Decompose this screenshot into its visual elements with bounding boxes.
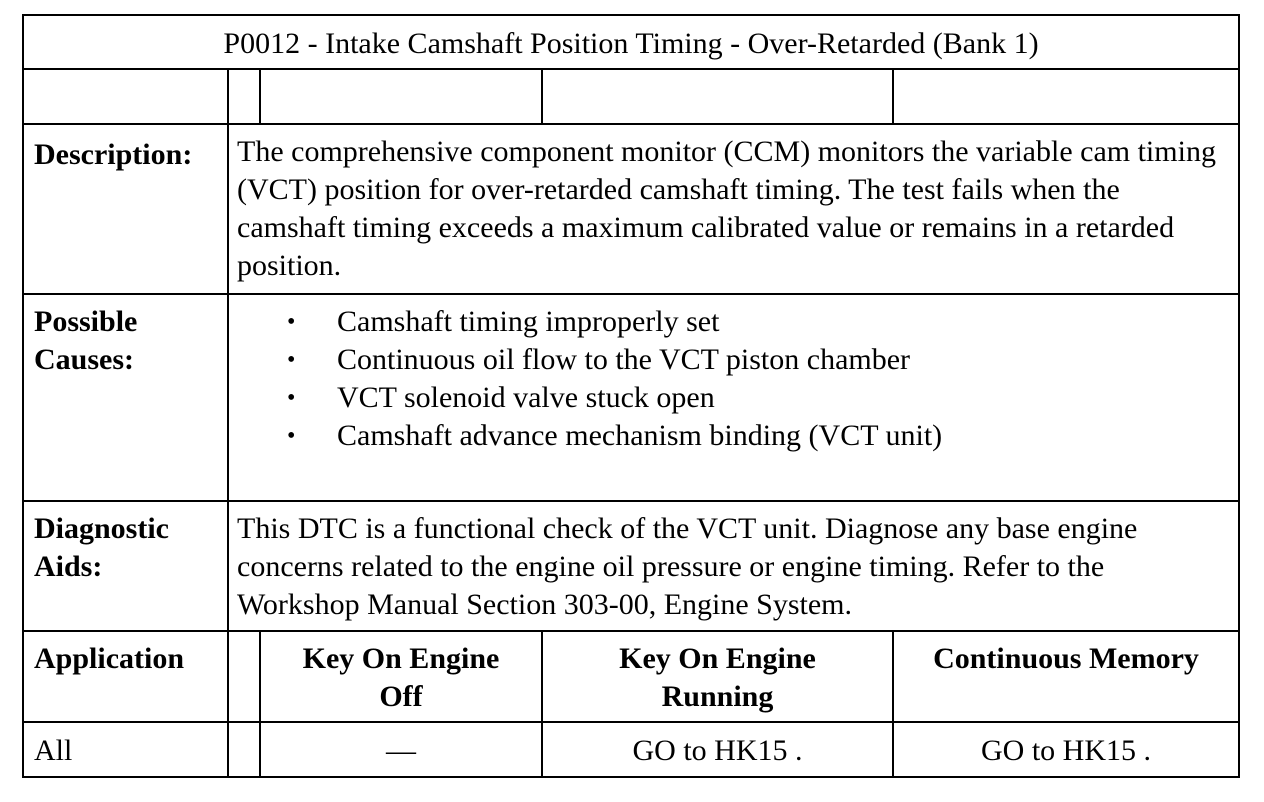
list-item: • Camshaft advance mechanism binding (VCT unit)	[337, 417, 1238, 455]
application-header: Application	[34, 642, 185, 675]
continuous-memory-header: Continuous Memory	[933, 642, 1199, 675]
column-divider	[541, 68, 543, 125]
description-text: The comprehensive component monitor (CCM) monitors the variable cam timing (VCT) position for over-retarded camshaft timing. The test fails when the camshaft timing exceeds a maximum calibrated value or remains in a retarded position.	[237, 135, 1216, 282]
diagnostic-aids-text: This DTC is a functional check of the VCT unit. Diagnose any base engine concerns related to the engine oil pressure or engine timing. Refer to the Workshop Manual Section 303-00, Engine System.	[237, 512, 1138, 621]
possible-causes-label-line2: Causes:	[34, 343, 135, 376]
description-label: Description:	[34, 138, 193, 171]
possible-causes-list-container	[229, 303, 1238, 455]
list-item: • Continuous oil flow to the VCT piston chamber	[337, 341, 1238, 379]
row-divider	[24, 123, 1238, 125]
koeo-value: —	[386, 734, 416, 767]
page-title: P0012 - Intake Camshaft Position Timing - Over-Retarded (Bank 1)	[223, 27, 1039, 60]
koer-header-line1: Key On Engine	[619, 642, 816, 675]
possible-causes-list	[229, 303, 1238, 455]
koeo-header-line2: Off	[379, 680, 423, 713]
column-divider	[892, 68, 894, 125]
possible-causes-label-line1: Possible	[34, 305, 138, 338]
dtc-table	[22, 14, 1240, 778]
diagnostic-aids-label-line2: Aids:	[34, 550, 103, 583]
koer-header	[543, 630, 892, 716]
diagnostic-aids-label-line1: Diagnostic	[34, 512, 169, 545]
diagnostic-aids-label	[24, 510, 227, 586]
row-divider	[24, 500, 1238, 502]
koer-value: GO to HK15 .	[632, 734, 803, 767]
list-item: • Camshaft timing improperly set	[337, 303, 1238, 341]
possible-causes-label	[24, 303, 227, 379]
row-divider	[24, 293, 1238, 295]
koeo-header-line1: Key On Engine	[302, 642, 500, 675]
application-value: All	[34, 734, 73, 767]
list-item: • VCT solenoid valve stuck open	[337, 379, 1238, 417]
koeo-header	[261, 630, 541, 716]
koer-header-line2: Running	[661, 680, 774, 713]
column-divider	[259, 68, 261, 125]
continuous-memory-value: GO to HK15 .	[981, 734, 1151, 767]
